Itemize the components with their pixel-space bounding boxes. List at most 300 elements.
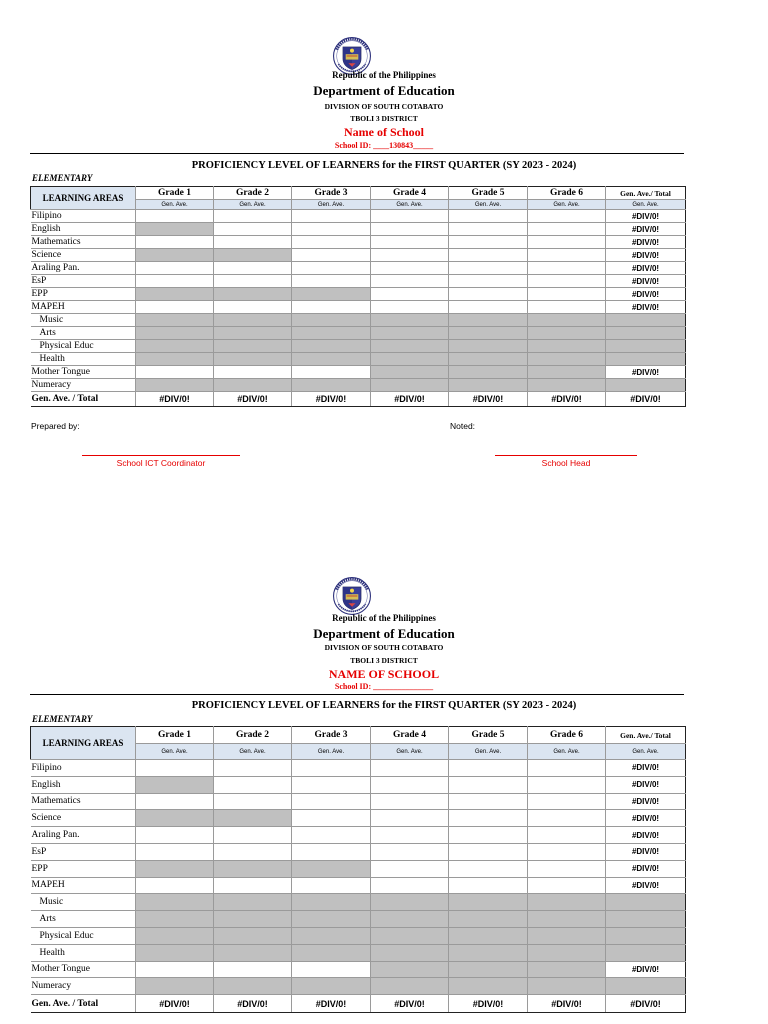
row-total-cell[interactable]: #DIV/0! xyxy=(606,249,686,262)
grade-value-cell[interactable] xyxy=(214,810,292,827)
table-row xyxy=(31,877,686,894)
row-total-cell[interactable] xyxy=(606,894,686,911)
grade-value-cell[interactable] xyxy=(214,776,292,793)
grade-value-cell[interactable] xyxy=(214,210,292,223)
grade-value-cell[interactable] xyxy=(292,314,371,327)
district-line: TBOLI 3 DISTRICT xyxy=(350,114,418,123)
deped-seal-icon xyxy=(325,576,379,616)
table-row xyxy=(31,827,686,844)
row-total-cell[interactable]: #DIV/0! xyxy=(606,827,686,844)
grade-value-cell[interactable] xyxy=(214,793,292,810)
gen-ave-total-cell[interactable]: #DIV/0! xyxy=(606,995,686,1013)
noted-signature-line xyxy=(495,455,637,456)
grade-value-cell[interactable] xyxy=(292,978,371,995)
grade-value-cell[interactable] xyxy=(136,275,214,288)
row-total-cell[interactable] xyxy=(606,314,686,327)
school-id: School ID: ____130843_____ xyxy=(334,141,434,150)
learning-area-label: Music xyxy=(31,894,136,911)
grade-value-cell[interactable] xyxy=(528,978,606,995)
gen-ave-subheader: Gen. Ave. xyxy=(292,744,371,760)
gen-ave-subheader: Gen. Ave. xyxy=(528,200,606,210)
gen-ave-subheader: Gen. Ave. xyxy=(371,200,449,210)
grade-value-cell[interactable] xyxy=(136,340,214,353)
grade-value-cell[interactable] xyxy=(136,793,214,810)
table-row xyxy=(31,944,686,961)
grade-value-cell[interactable] xyxy=(214,288,292,301)
grade-value-cell[interactable] xyxy=(528,236,606,249)
grade-value-cell[interactable] xyxy=(136,877,214,894)
table-row xyxy=(31,961,686,978)
grade-value-cell[interactable] xyxy=(214,223,292,236)
grade-value-cell[interactable] xyxy=(371,978,449,995)
grade-value-cell[interactable] xyxy=(292,927,371,944)
grade-value-cell[interactable] xyxy=(371,793,449,810)
gen-ave-total-cell[interactable]: #DIV/0! xyxy=(292,392,371,407)
grade-value-cell[interactable] xyxy=(449,877,528,894)
grade-value-cell[interactable] xyxy=(449,793,528,810)
row-total-cell[interactable]: #DIV/0! xyxy=(606,860,686,877)
grade-value-cell[interactable] xyxy=(449,944,528,961)
grade-value-cell[interactable] xyxy=(371,262,449,275)
proficiency-table xyxy=(30,186,686,407)
grade-value-cell[interactable] xyxy=(528,301,606,314)
learning-area-label: Filipino xyxy=(31,210,136,223)
grade-value-cell[interactable] xyxy=(528,944,606,961)
school-name: Name of School xyxy=(344,125,424,139)
grade-value-cell[interactable] xyxy=(449,353,528,366)
report-title: PROFICIENCY LEVEL OF LEARNERS for the FIRST QUARTER (SY 2023 - 2024) xyxy=(191,160,577,171)
grade-value-cell[interactable] xyxy=(449,262,528,275)
grade-value-cell[interactable] xyxy=(528,353,606,366)
grade-value-cell[interactable] xyxy=(371,961,449,978)
grade-value-cell[interactable] xyxy=(528,961,606,978)
grade-value-cell[interactable] xyxy=(528,379,606,392)
table-row xyxy=(31,843,686,860)
grade-value-cell[interactable] xyxy=(292,327,371,340)
grade-value-cell[interactable] xyxy=(371,843,449,860)
grade-value-cell[interactable] xyxy=(214,353,292,366)
grade-value-cell[interactable] xyxy=(292,236,371,249)
grade-value-cell[interactable] xyxy=(371,944,449,961)
grade-value-cell[interactable] xyxy=(136,327,214,340)
row-total-cell[interactable]: #DIV/0! xyxy=(606,793,686,810)
gen-ave-subheader: Gen. Ave. xyxy=(214,744,292,760)
grade-value-cell[interactable] xyxy=(528,210,606,223)
table-row xyxy=(31,301,686,314)
header-divider xyxy=(30,694,684,695)
grade-value-cell[interactable] xyxy=(292,860,371,877)
gen-ave-total-cell[interactable]: #DIV/0! xyxy=(528,392,606,407)
row-total-cell[interactable]: #DIV/0! xyxy=(606,236,686,249)
grade-value-cell[interactable] xyxy=(371,223,449,236)
table-row xyxy=(31,366,686,379)
row-total-cell[interactable]: #DIV/0! xyxy=(606,275,686,288)
grade-value-cell[interactable] xyxy=(214,236,292,249)
grade-value-cell[interactable] xyxy=(136,379,214,392)
table-row xyxy=(31,223,686,236)
row-total-cell[interactable] xyxy=(606,379,686,392)
row-total-cell[interactable]: #DIV/0! xyxy=(606,961,686,978)
table-row xyxy=(31,314,686,327)
grade-value-cell[interactable] xyxy=(136,843,214,860)
grade-value-cell[interactable] xyxy=(292,366,371,379)
row-total-cell[interactable]: #DIV/0! xyxy=(606,877,686,894)
grade-value-cell[interactable] xyxy=(136,210,214,223)
grade-value-cell[interactable] xyxy=(214,249,292,262)
grade-header: Grade 3 xyxy=(292,187,371,200)
grade-value-cell[interactable] xyxy=(371,340,449,353)
final-row-label: Gen. Ave. / Total xyxy=(31,995,136,1013)
grade-value-cell[interactable] xyxy=(371,301,449,314)
grade-value-cell[interactable] xyxy=(528,793,606,810)
row-total-cell[interactable]: #DIV/0! xyxy=(606,760,686,777)
grade-value-cell[interactable] xyxy=(371,236,449,249)
table-row xyxy=(31,894,686,911)
grade-header: Grade 3 xyxy=(292,727,371,744)
grade-value-cell[interactable] xyxy=(528,262,606,275)
grade-value-cell[interactable] xyxy=(214,340,292,353)
row-total-cell[interactable]: #DIV/0! xyxy=(606,210,686,223)
grade-value-cell[interactable] xyxy=(136,776,214,793)
row-total-cell[interactable] xyxy=(606,353,686,366)
grade-value-cell[interactable] xyxy=(292,843,371,860)
grade-value-cell[interactable] xyxy=(371,827,449,844)
division-line: DIVISION OF SOUTH COTABATO xyxy=(324,102,444,111)
learning-area-label: Arts xyxy=(31,327,136,340)
grade-value-cell[interactable] xyxy=(449,843,528,860)
grade-value-cell[interactable] xyxy=(371,877,449,894)
gen-ave-total-cell[interactable]: #DIV/0! xyxy=(136,392,214,407)
grade-value-cell[interactable] xyxy=(528,327,606,340)
grade-value-cell[interactable] xyxy=(371,249,449,262)
total-header: Gen. Ave./ Total xyxy=(606,187,686,200)
grade-value-cell[interactable] xyxy=(292,776,371,793)
grade-header: Grade 4 xyxy=(371,187,449,200)
table-row xyxy=(31,760,686,777)
grade-value-cell[interactable] xyxy=(292,827,371,844)
row-total-cell[interactable] xyxy=(606,978,686,995)
grade-value-cell[interactable] xyxy=(214,314,292,327)
grade-value-cell[interactable] xyxy=(449,340,528,353)
grade-value-cell[interactable] xyxy=(136,262,214,275)
learning-area-label: Araling Pan. xyxy=(31,827,136,844)
grade-value-cell[interactable] xyxy=(292,249,371,262)
gen-ave-total-cell[interactable]: #DIV/0! xyxy=(449,392,528,407)
grade-value-cell[interactable] xyxy=(292,275,371,288)
grade-value-cell[interactable] xyxy=(292,793,371,810)
grade-value-cell[interactable] xyxy=(528,911,606,928)
grade-value-cell[interactable] xyxy=(292,340,371,353)
grade-value-cell[interactable] xyxy=(371,911,449,928)
grade-value-cell[interactable] xyxy=(292,911,371,928)
learning-area-label: Science xyxy=(31,810,136,827)
grade-value-cell[interactable] xyxy=(292,894,371,911)
learning-area-label: Mother Tongue xyxy=(31,961,136,978)
grade-value-cell[interactable] xyxy=(528,275,606,288)
grade-value-cell[interactable] xyxy=(449,275,528,288)
grade-value-cell[interactable] xyxy=(136,894,214,911)
grade-value-cell[interactable] xyxy=(136,288,214,301)
grade-header: Grade 2 xyxy=(214,727,292,744)
grade-value-cell[interactable] xyxy=(371,776,449,793)
gen-ave-total-cell[interactable]: #DIV/0! xyxy=(136,995,214,1013)
grade-value-cell[interactable] xyxy=(136,978,214,995)
grade-value-cell[interactable] xyxy=(214,275,292,288)
row-total-cell[interactable] xyxy=(606,340,686,353)
grade-value-cell[interactable] xyxy=(292,262,371,275)
grade-header: Grade 1 xyxy=(136,187,214,200)
grade-value-cell[interactable] xyxy=(136,301,214,314)
grade-value-cell[interactable] xyxy=(371,927,449,944)
grade-value-cell[interactable] xyxy=(449,911,528,928)
grade-value-cell[interactable] xyxy=(528,843,606,860)
row-total-cell[interactable] xyxy=(606,911,686,928)
grade-value-cell[interactable] xyxy=(136,314,214,327)
table-row xyxy=(31,978,686,995)
grade-value-cell[interactable] xyxy=(214,877,292,894)
department-title: Department of Education xyxy=(313,626,455,641)
grade-value-cell[interactable] xyxy=(292,961,371,978)
grade-value-cell[interactable] xyxy=(528,366,606,379)
gen-ave-total-cell[interactable]: #DIV/0! xyxy=(371,392,449,407)
row-total-cell[interactable]: #DIV/0! xyxy=(606,776,686,793)
grade-header: Grade 6 xyxy=(528,187,606,200)
learning-area-label: Music xyxy=(31,314,136,327)
grade-value-cell[interactable] xyxy=(214,860,292,877)
grade-value-cell[interactable] xyxy=(371,353,449,366)
grade-value-cell[interactable] xyxy=(292,944,371,961)
grade-value-cell[interactable] xyxy=(214,327,292,340)
learning-area-label: MAPEH xyxy=(31,301,136,314)
table-row xyxy=(31,275,686,288)
grade-value-cell[interactable] xyxy=(214,301,292,314)
table-row xyxy=(31,860,686,877)
grade-value-cell[interactable] xyxy=(371,366,449,379)
grade-value-cell[interactable] xyxy=(136,810,214,827)
grade-value-cell[interactable] xyxy=(449,327,528,340)
grade-value-cell[interactable] xyxy=(528,776,606,793)
grade-value-cell[interactable] xyxy=(292,760,371,777)
grade-value-cell[interactable] xyxy=(449,288,528,301)
table-row xyxy=(31,353,686,366)
grade-value-cell[interactable] xyxy=(528,894,606,911)
grade-value-cell[interactable] xyxy=(449,379,528,392)
grade-value-cell[interactable] xyxy=(136,827,214,844)
grade-value-cell[interactable] xyxy=(449,827,528,844)
table-row xyxy=(31,793,686,810)
learning-area-label: Araling Pan. xyxy=(31,262,136,275)
grade-value-cell[interactable] xyxy=(136,911,214,928)
grade-value-cell[interactable] xyxy=(214,827,292,844)
learning-area-label: EsP xyxy=(31,275,136,288)
table-row xyxy=(31,927,686,944)
gen-ave-subheader: Gen. Ave. xyxy=(136,200,214,210)
grade-value-cell[interactable] xyxy=(371,760,449,777)
prepared-role: School ICT Coordinator xyxy=(116,458,206,468)
grade-value-cell[interactable] xyxy=(214,894,292,911)
row-total-cell[interactable]: #DIV/0! xyxy=(606,301,686,314)
row-total-cell[interactable] xyxy=(606,327,686,340)
grade-value-cell[interactable] xyxy=(292,223,371,236)
grade-value-cell[interactable] xyxy=(528,223,606,236)
grade-value-cell[interactable] xyxy=(449,760,528,777)
prepared-by-label: Prepared by: xyxy=(31,421,80,431)
grade-value-cell[interactable] xyxy=(292,301,371,314)
gen-ave-total-cell[interactable]: #DIV/0! xyxy=(449,995,528,1013)
gen-ave-total-cell[interactable]: #DIV/0! xyxy=(292,995,371,1013)
grade-value-cell[interactable] xyxy=(136,944,214,961)
learning-area-label: Mathematics xyxy=(31,236,136,249)
grade-value-cell[interactable] xyxy=(449,236,528,249)
learning-area-label: Numeracy xyxy=(31,978,136,995)
grade-value-cell[interactable] xyxy=(136,353,214,366)
grade-value-cell[interactable] xyxy=(292,288,371,301)
level-label: ELEMENTARY xyxy=(32,714,93,724)
proficiency-table xyxy=(30,726,686,1013)
republic-line: Republic of the Philippines xyxy=(332,613,436,623)
header-divider xyxy=(30,153,684,154)
learning-area-label: Mother Tongue xyxy=(31,366,136,379)
grade-header: Grade 6 xyxy=(528,727,606,744)
grade-value-cell[interactable] xyxy=(136,760,214,777)
grade-value-cell[interactable] xyxy=(292,379,371,392)
grade-value-cell[interactable] xyxy=(528,810,606,827)
gen-ave-total-cell[interactable]: #DIV/0! xyxy=(214,392,292,407)
gen-ave-total-cell[interactable]: #DIV/0! xyxy=(528,995,606,1013)
grade-value-cell[interactable] xyxy=(449,223,528,236)
grade-value-cell[interactable] xyxy=(136,860,214,877)
grade-header: Grade 4 xyxy=(371,727,449,744)
grade-value-cell[interactable] xyxy=(371,314,449,327)
grade-value-cell[interactable] xyxy=(528,288,606,301)
grade-value-cell[interactable] xyxy=(292,210,371,223)
grade-value-cell[interactable] xyxy=(136,223,214,236)
grade-value-cell[interactable] xyxy=(449,249,528,262)
grade-header: Grade 5 xyxy=(449,727,528,744)
gen-ave-total-cell[interactable]: #DIV/0! xyxy=(371,995,449,1013)
grade-value-cell[interactable] xyxy=(528,760,606,777)
grade-value-cell[interactable] xyxy=(449,810,528,827)
grade-value-cell[interactable] xyxy=(371,894,449,911)
gen-ave-total-cell[interactable]: #DIV/0! xyxy=(606,392,686,407)
grade-value-cell[interactable] xyxy=(214,978,292,995)
grade-value-cell[interactable] xyxy=(292,353,371,366)
learning-area-label: Arts xyxy=(31,911,136,928)
table-row xyxy=(31,262,686,275)
table-row xyxy=(31,379,686,392)
row-total-cell[interactable]: #DIV/0! xyxy=(606,262,686,275)
grade-value-cell[interactable] xyxy=(528,249,606,262)
grade-value-cell[interactable] xyxy=(214,944,292,961)
learning-areas-header: LEARNING AREAS xyxy=(31,727,136,760)
grade-value-cell[interactable] xyxy=(136,366,214,379)
grade-value-cell[interactable] xyxy=(528,340,606,353)
grade-value-cell[interactable] xyxy=(449,301,528,314)
table-row xyxy=(31,249,686,262)
grade-value-cell[interactable] xyxy=(136,249,214,262)
learning-area-label: English xyxy=(31,223,136,236)
grade-value-cell[interactable] xyxy=(449,366,528,379)
grade-value-cell[interactable] xyxy=(214,961,292,978)
grade-value-cell[interactable] xyxy=(371,327,449,340)
grade-header: Grade 5 xyxy=(449,187,528,200)
row-total-cell[interactable]: #DIV/0! xyxy=(606,366,686,379)
grade-value-cell[interactable] xyxy=(214,366,292,379)
grade-value-cell[interactable] xyxy=(449,961,528,978)
grade-value-cell[interactable] xyxy=(371,275,449,288)
grade-value-cell[interactable] xyxy=(136,236,214,249)
gen-ave-subheader: Gen. Ave. xyxy=(214,200,292,210)
grade-value-cell[interactable] xyxy=(371,210,449,223)
grade-value-cell[interactable] xyxy=(214,760,292,777)
grade-value-cell[interactable] xyxy=(528,877,606,894)
grade-value-cell[interactable] xyxy=(292,877,371,894)
level-label: ELEMENTARY xyxy=(32,173,93,183)
grade-value-cell[interactable] xyxy=(371,860,449,877)
grade-value-cell[interactable] xyxy=(214,911,292,928)
grade-value-cell[interactable] xyxy=(371,288,449,301)
grade-value-cell[interactable] xyxy=(449,776,528,793)
learning-area-label: Physical Educ xyxy=(31,340,136,353)
row-total-cell[interactable] xyxy=(606,927,686,944)
division-line: DIVISION OF SOUTH COTABATO xyxy=(324,643,444,652)
grade-value-cell[interactable] xyxy=(449,210,528,223)
table-row xyxy=(31,810,686,827)
grade-value-cell[interactable] xyxy=(449,978,528,995)
final-row-label: Gen. Ave. / Total xyxy=(31,392,136,407)
grade-value-cell[interactable] xyxy=(214,843,292,860)
learning-area-label: MAPEH xyxy=(31,877,136,894)
grade-value-cell[interactable] xyxy=(214,262,292,275)
grade-value-cell[interactable] xyxy=(449,927,528,944)
grade-header: Grade 2 xyxy=(214,187,292,200)
grade-value-cell[interactable] xyxy=(528,860,606,877)
learning-area-label: EPP xyxy=(31,288,136,301)
row-total-cell[interactable]: #DIV/0! xyxy=(606,843,686,860)
grade-value-cell[interactable] xyxy=(449,894,528,911)
republic-line: Republic of the Philippines xyxy=(332,70,436,80)
gen-ave-total-cell[interactable]: #DIV/0! xyxy=(214,995,292,1013)
grade-value-cell[interactable] xyxy=(528,827,606,844)
gen-ave-subheader: Gen. Ave. xyxy=(449,744,528,760)
learning-area-label: EsP xyxy=(31,843,136,860)
grade-value-cell[interactable] xyxy=(449,860,528,877)
report-title: PROFICIENCY LEVEL OF LEARNERS for the FIRST QUARTER (SY 2023 - 2024) xyxy=(191,700,577,711)
table-row xyxy=(31,340,686,353)
grade-value-cell[interactable] xyxy=(449,314,528,327)
learning-area-label: Physical Educ xyxy=(31,927,136,944)
grade-value-cell[interactable] xyxy=(214,379,292,392)
gen-ave-subheader: Gen. Ave. xyxy=(606,200,686,210)
grade-value-cell[interactable] xyxy=(371,810,449,827)
grade-value-cell[interactable] xyxy=(528,314,606,327)
grade-value-cell[interactable] xyxy=(528,927,606,944)
learning-area-label: Health xyxy=(31,944,136,961)
grade-value-cell[interactable] xyxy=(214,927,292,944)
gen-ave-subheader: Gen. Ave. xyxy=(528,744,606,760)
row-total-cell[interactable] xyxy=(606,944,686,961)
gen-ave-subheader: Gen. Ave. xyxy=(292,200,371,210)
row-total-cell[interactable]: #DIV/0! xyxy=(606,288,686,301)
grade-value-cell[interactable] xyxy=(371,379,449,392)
row-total-cell[interactable]: #DIV/0! xyxy=(606,810,686,827)
row-total-cell[interactable]: #DIV/0! xyxy=(606,223,686,236)
grade-value-cell[interactable] xyxy=(136,961,214,978)
grade-value-cell[interactable] xyxy=(136,927,214,944)
district-line: TBOLI 3 DISTRICT xyxy=(350,656,418,665)
grade-value-cell[interactable] xyxy=(292,810,371,827)
table-row xyxy=(31,911,686,928)
